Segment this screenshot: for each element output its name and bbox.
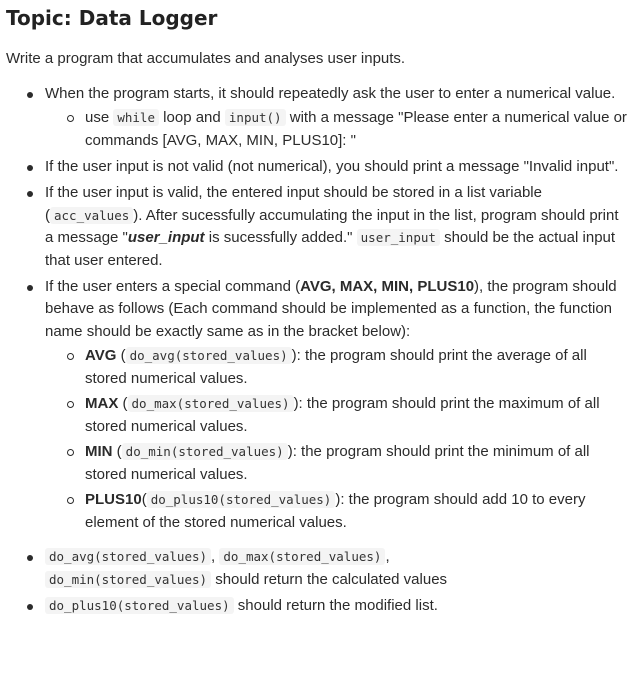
command-name: AVG: [85, 347, 117, 364]
code-acc-values: acc_values: [50, 207, 133, 224]
code-do-max: do_max(stored_values): [128, 395, 294, 412]
command-open: (: [141, 491, 147, 508]
command-desc: ): the program should print the minimum of all stored numerical values.: [85, 443, 590, 483]
command-item-avg: [85, 345, 627, 390]
note-return-text: should return the calculated values: [215, 570, 448, 588]
code-do-min: do_min(stored_values): [122, 443, 288, 460]
code-do-min-note: do_min(stored_values): [45, 571, 211, 588]
bold-commands: AVG, MAX, MIN, PLUS10: [300, 277, 475, 295]
valid-post: should be the actual input that user entered.: [45, 229, 616, 269]
intro-text: Write a program that accumulates and analyses user inputs.: [6, 50, 406, 67]
commands-post: ), the program should behave as follows (Each command should be implemented as a function, the function name should be exactly same as in the bracket below):: [45, 277, 617, 340]
requirements-list: [6, 83, 627, 535]
command-item-plus10: [85, 489, 627, 534]
note-modified-text: should return the modified list.: [237, 596, 438, 614]
command-desc: ): the program should print the maximum of all stored numerical values.: [85, 395, 600, 435]
code-input: input(): [225, 109, 286, 126]
command-desc: ): the program should add 10 to every element of the stored numerical values.: [85, 491, 586, 531]
note-return: do_avg(stored_values) , do_max(stored_values) , do_min(stored_values) should return the calculated values: [45, 546, 627, 591]
command-item-max: [85, 393, 627, 438]
code-do-avg: do_avg(stored_values): [126, 347, 292, 364]
page-title: Topic: Data Logger: [6, 6, 218, 30]
command-open: (: [116, 347, 126, 364]
start-text: When the program starts, it should repeatedly ask the user to enter a numerical value.: [45, 84, 616, 102]
sublist-item-while: [85, 107, 627, 152]
commands-pre: If the user enters a special command (: [45, 277, 301, 295]
command-desc: ): the program should print the average of all stored numerical values.: [85, 347, 587, 387]
command-item-min: [85, 441, 627, 486]
invalid-text: If the user input is not valid (not numerical), you should print a message "Invalid input".: [45, 158, 619, 175]
notes-list: [6, 546, 627, 617]
bold-user-input: user_input: [127, 229, 205, 246]
list-item-invalid: [45, 156, 627, 179]
valid-mid2: is sucessfully added.": [204, 229, 353, 246]
document: [0, 5, 635, 617]
command-name: MIN: [85, 443, 113, 460]
sub-pre: use: [85, 109, 110, 126]
code-while: while: [113, 109, 159, 126]
start-sublist: [45, 107, 627, 152]
code-do-plus10-note: do_plus10(stored_values): [45, 597, 234, 614]
list-item-valid: [45, 182, 627, 272]
valid-pre: If the user input is valid, the entered input should be stored in a list variable (: [45, 184, 542, 224]
commands-sublist: [45, 345, 627, 534]
command-open: (: [112, 443, 122, 460]
command-name: MAX: [85, 395, 119, 412]
valid-mid: ). After sucessfully accumulating the input in the list, program should print a message ": [45, 206, 619, 246]
code-do-plus10: do_plus10(stored_values): [147, 491, 336, 508]
command-open: (: [118, 395, 128, 412]
sub-post: with a message "Please enter a numerical value or commands [AVG, MAX, MIN, PLUS10]: ": [85, 109, 627, 149]
sub-mid: loop and: [163, 109, 221, 126]
list-item-start: [45, 83, 627, 153]
list-item-commands: [45, 276, 627, 535]
note-modified: [45, 595, 627, 618]
command-name: PLUS10: [85, 491, 142, 508]
code-do-max-note: do_max(stored_values): [219, 548, 385, 565]
code-do-avg-note: do_avg(stored_values): [45, 548, 211, 565]
code-user-input: user_input: [357, 229, 440, 246]
